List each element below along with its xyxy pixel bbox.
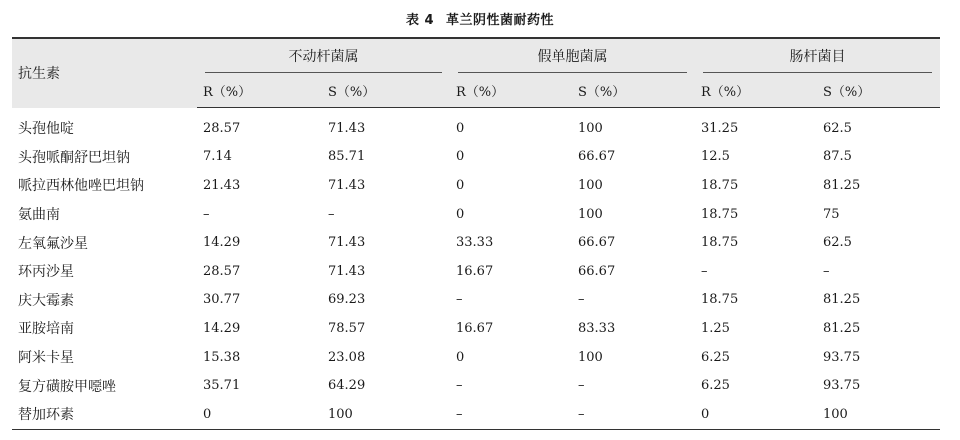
susceptibility-value-cell: 100: [578, 177, 603, 193]
susceptibility-value-cell: 66.67: [578, 263, 616, 279]
antibiotic-name-cell: 阿米卡星: [18, 350, 74, 367]
resistance-value-cell: –: [456, 292, 463, 308]
group-header-label: 假单胞菌属: [537, 49, 608, 65]
group-header-acinetobacter: [197, 38, 450, 73]
resistance-table-container: [12, 37, 940, 430]
resistance-value-cell: –: [456, 378, 463, 394]
susceptibility-value-cell: –: [328, 206, 335, 222]
resistance-value-cell: 15.38: [203, 349, 241, 365]
resistance-value-cell: 6.25: [701, 378, 730, 394]
sub-header-s: S（%）: [817, 73, 940, 108]
resistance-value-cell: 28.57: [203, 120, 241, 136]
group-header-enterobacterales: [695, 38, 940, 73]
table-row: [12, 171, 940, 200]
resistance-value-cell: 14.29: [203, 235, 241, 251]
susceptibility-value-cell: –: [578, 378, 585, 394]
resistance-value-cell: 31.25: [701, 120, 739, 136]
group-header-label: 肠杆菌目: [789, 49, 846, 65]
resistance-value-cell: 0: [456, 349, 465, 365]
resistance-value-cell: –: [450, 400, 572, 429]
table-number: 表 4: [405, 13, 435, 28]
susceptibility-value-cell: 71.43: [328, 235, 366, 251]
group-header-pseudomonas: [450, 38, 695, 73]
sub-header-r: R（%）: [695, 73, 817, 108]
sub-header-s: S（%）: [572, 73, 695, 108]
resistance-value-cell: 0: [456, 177, 465, 193]
table-row: [12, 108, 940, 143]
antibiotic-name-cell: 替加环素: [12, 400, 197, 429]
susceptibility-value-cell: 81.25: [823, 292, 861, 308]
table-row: [12, 400, 940, 429]
resistance-value-cell: 18.75: [701, 235, 739, 251]
table-title: 革兰阴性菌耐药性: [446, 13, 555, 28]
susceptibility-value-cell: –: [578, 292, 585, 308]
antibiotic-name-cell: 左氧氟沙星: [18, 235, 88, 252]
table-row: [12, 228, 940, 257]
resistance-value-cell: 35.71: [203, 378, 241, 394]
antibiotic-name-cell: 氨曲南: [18, 207, 60, 224]
susceptibility-value-cell: 85.71: [328, 149, 366, 165]
resistance-value-cell: 33.33: [456, 235, 494, 251]
susceptibility-value-cell: 62.5: [823, 235, 852, 251]
antibiotic-name-cell: 环丙沙星: [18, 264, 74, 281]
susceptibility-value-cell: 87.5: [823, 149, 852, 165]
antibiotic-name-cell: 头孢他啶: [18, 121, 74, 138]
susceptibility-value-cell: 64.29: [328, 378, 366, 394]
antibiotic-column-header: 抗生素: [12, 38, 197, 108]
susceptibility-value-cell: 100: [578, 349, 603, 365]
resistance-value-cell: 18.75: [701, 292, 739, 308]
resistance-value-cell: 16.67: [456, 263, 494, 279]
susceptibility-value-cell: 100: [578, 206, 603, 222]
table-row: [12, 371, 940, 400]
susceptibility-value-cell: 66.67: [578, 149, 616, 165]
table-row: [12, 343, 940, 372]
table-row: [12, 314, 940, 343]
resistance-value-cell: 16.67: [456, 320, 494, 336]
susceptibility-value-cell: 100: [322, 400, 450, 429]
sub-header-r: R（%）: [450, 73, 572, 108]
antibiotic-name-cell: 亚胺培南: [18, 321, 74, 338]
resistance-value-cell: 0: [197, 400, 322, 429]
susceptibility-value-cell: 78.57: [328, 320, 366, 336]
resistance-value-cell: 14.29: [203, 320, 241, 336]
susceptibility-value-cell: 100: [817, 400, 940, 429]
susceptibility-value-cell: 100: [578, 120, 603, 136]
resistance-value-cell: 21.43: [203, 177, 241, 193]
resistance-value-cell: –: [701, 263, 708, 279]
resistance-value-cell: 0: [456, 206, 465, 222]
susceptibility-value-cell: 81.25: [823, 320, 861, 336]
susceptibility-value-cell: –: [572, 400, 695, 429]
resistance-value-cell: –: [203, 206, 210, 222]
table-row: [12, 200, 940, 229]
antibiotic-name-cell: 复方磺胺甲噁唑: [18, 378, 116, 395]
resistance-value-cell: 0: [695, 400, 817, 429]
antibiotic-name-cell: 哌拉西林他唑巴坦钠: [18, 178, 144, 195]
table-caption: [0, 9, 960, 28]
resistance-value-cell: 1.25: [701, 320, 730, 336]
susceptibility-value-cell: 69.23: [328, 292, 366, 308]
susceptibility-value-cell: –: [823, 263, 830, 279]
sub-header-s: S（%）: [322, 73, 450, 108]
susceptibility-value-cell: 71.43: [328, 263, 366, 279]
resistance-value-cell: 18.75: [701, 206, 739, 222]
susceptibility-value-cell: 75: [823, 206, 840, 222]
table-header: [12, 38, 940, 108]
resistance-value-cell: 6.25: [701, 349, 730, 365]
table-row: [12, 286, 940, 315]
resistance-value-cell: 7.14: [203, 149, 232, 165]
resistance-value-cell: 18.75: [701, 177, 739, 193]
group-underline: [205, 72, 442, 73]
group-header-label: 不动杆菌属: [288, 49, 359, 65]
table-row: [12, 257, 940, 286]
susceptibility-value-cell: 23.08: [328, 349, 366, 365]
susceptibility-value-cell: 62.5: [823, 120, 852, 136]
table-body: [12, 108, 940, 430]
resistance-value-cell: 0: [456, 120, 465, 136]
antibiotic-name-cell: 头孢哌酮舒巴坦钠: [18, 149, 130, 166]
antibiotic-name-cell: 庆大霉素: [18, 292, 74, 309]
resistance-value-cell: 30.77: [203, 292, 241, 308]
sub-header-r: R（%）: [197, 73, 322, 108]
susceptibility-value-cell: 93.75: [823, 349, 861, 365]
table-row: [12, 143, 940, 172]
susceptibility-value-cell: 71.43: [328, 177, 366, 193]
susceptibility-value-cell: 83.33: [578, 320, 616, 336]
resistance-value-cell: 12.5: [701, 149, 730, 165]
susceptibility-value-cell: 71.43: [328, 120, 366, 136]
group-underline: [458, 72, 687, 73]
group-underline: [703, 72, 932, 73]
resistance-table: [12, 37, 940, 430]
resistance-value-cell: 0: [456, 149, 465, 165]
resistance-value-cell: 28.57: [203, 263, 241, 279]
susceptibility-value-cell: 93.75: [823, 378, 861, 394]
susceptibility-value-cell: 66.67: [578, 235, 616, 251]
susceptibility-value-cell: 81.25: [823, 177, 861, 193]
